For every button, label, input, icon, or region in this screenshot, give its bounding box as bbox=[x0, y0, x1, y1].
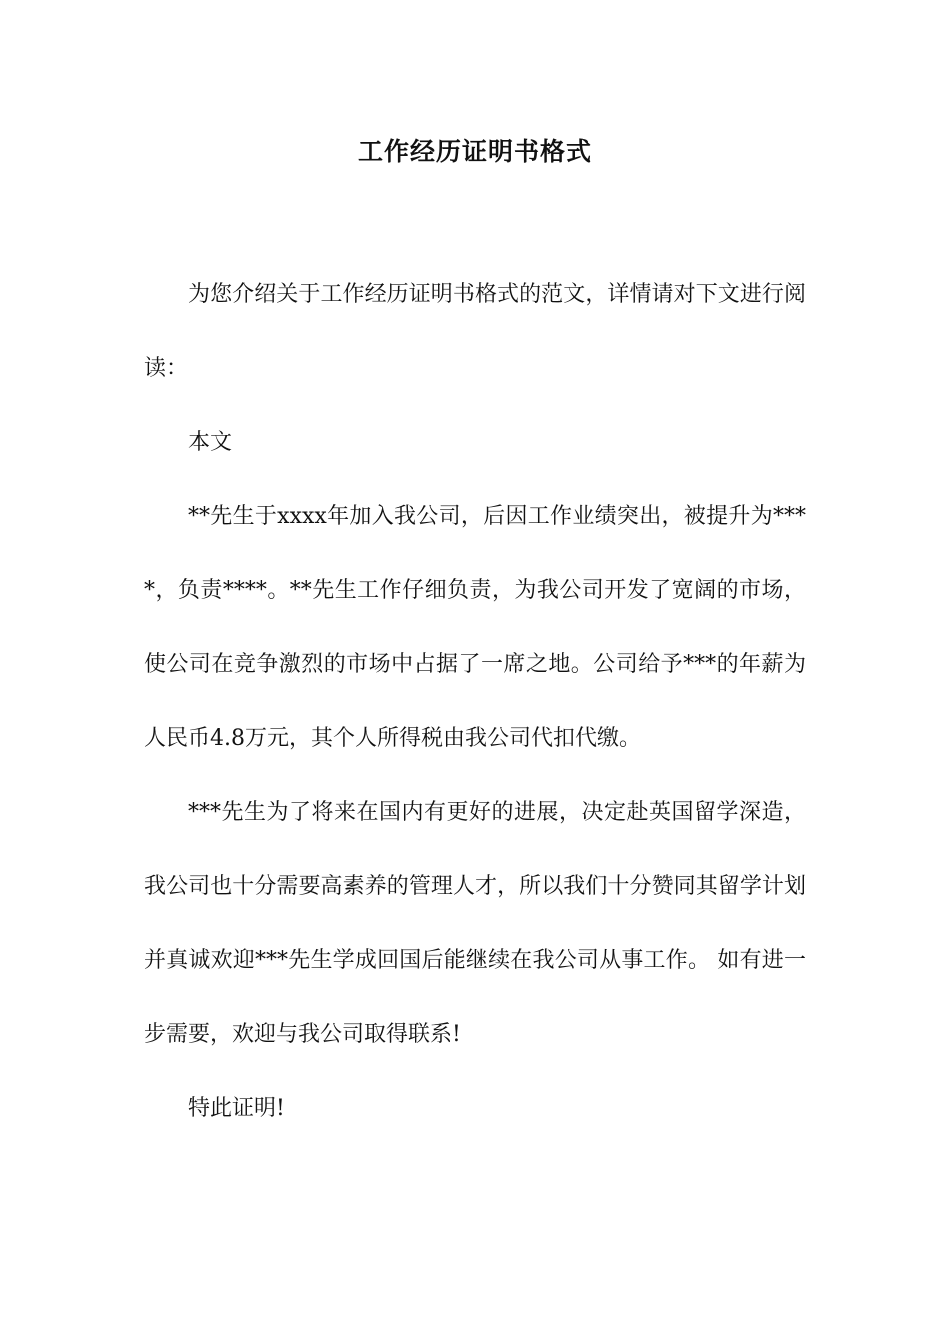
intro-paragraph: 为您介绍关于工作经历证明书格式的范文，详情请对下文进行阅读： bbox=[144, 282, 806, 381]
section-label-paragraph: 本文 bbox=[188, 430, 233, 455]
study-abroad-paragraph: ***先生为了将来在国内有更好的进展，决定赴英国留学深造，我公司也十分需要高素养的管理人才，所以我们十分赞同其留学计划并真诚欢迎***先生学成回国后能继续在我公司从事工作。 如有进一步需要，欢迎与我公司取得联系! bbox=[144, 800, 806, 1047]
document-body bbox=[144, 258, 806, 1146]
closing-paragraph: 特此证明! bbox=[188, 1096, 285, 1121]
document-title: 工作经历证明书格式 bbox=[357, 137, 592, 166]
employment-paragraph: **先生于xxxx年加入我公司，后因工作业绩突出，被提升为****，负责****。**先生工作仔细负责，为我公司开发了宽阔的市场，使公司在竞争激烈的市场中占据了一席之地。公司给予***的年薪为人民币4.8万元，其个人所得税由我公司代扣代缴。 bbox=[144, 504, 806, 751]
